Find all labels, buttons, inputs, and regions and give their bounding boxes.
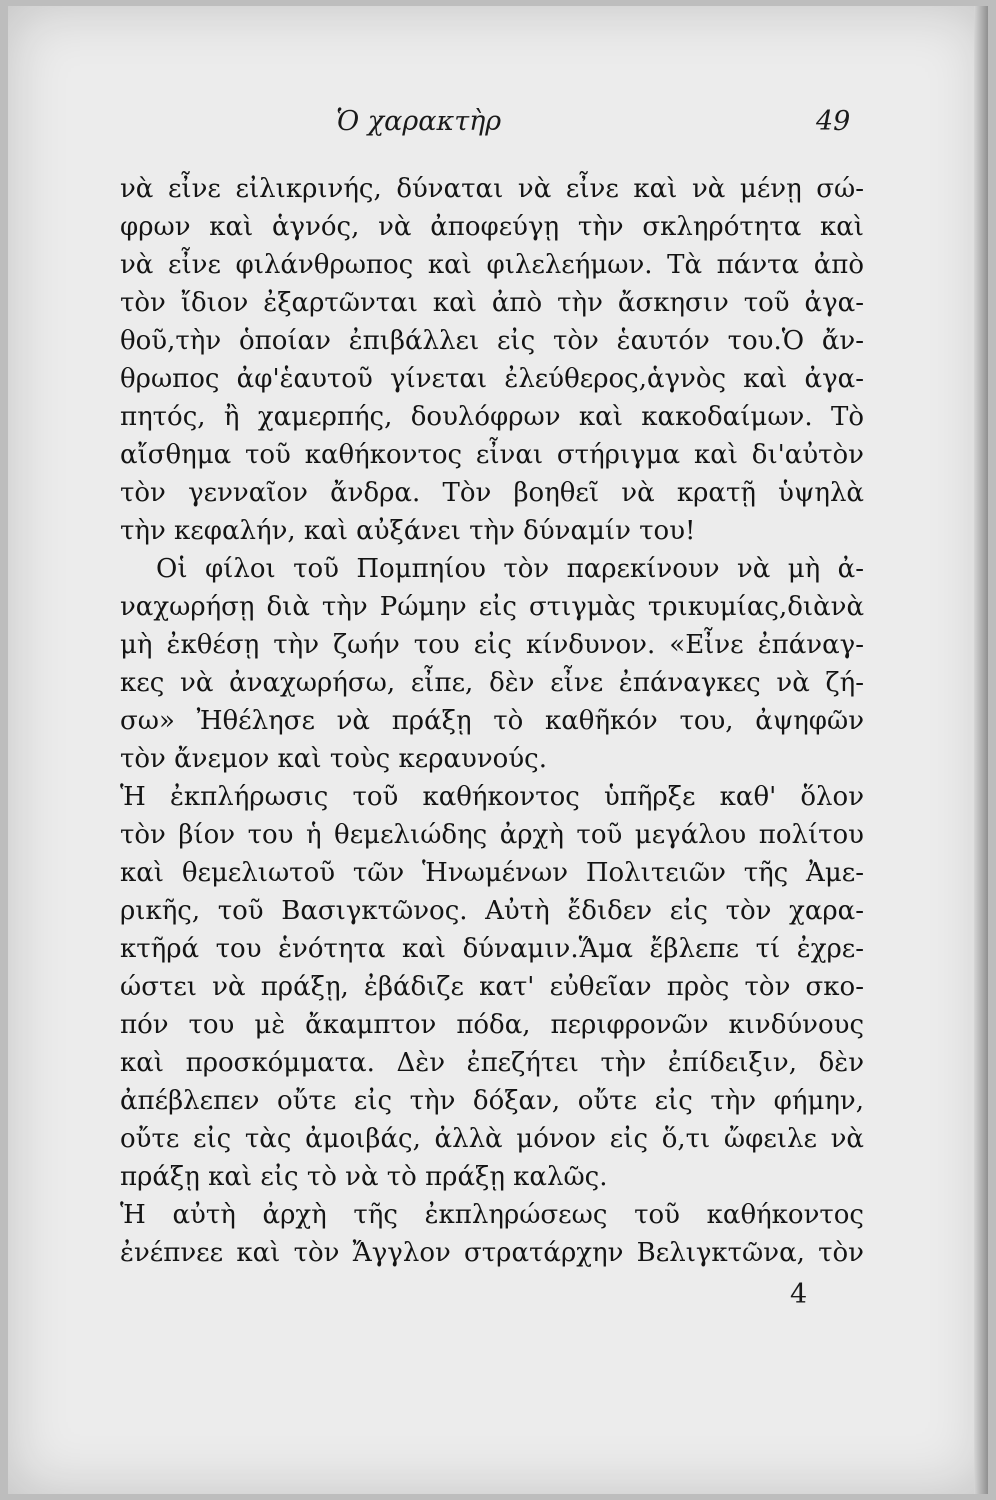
signature-mark: 4 [790,1279,808,1310]
text-line: τὸν ἄνεμον καὶ τοὺς κεραυνούς. [120,744,547,774]
text-line: οὔτε εἰς τὰς ἀμοιβάς, ἀλλὰ μόνον εἰς ὅ,τι ὤφειλε νὰ [120,1124,864,1154]
text-line: Ἡ αὐτὴ ἀρχὴ τῆς ἐκπληρώσεως τοῦ καθήκοντος [120,1200,864,1230]
text-line: Οἱ φίλοι τοῦ Πομπηίου τὸν παρεκίνουν νὰ μὴ ἀ- [156,554,864,584]
text-line: πράξῃ καὶ εἰς τὸ νὰ τὸ πράξῃ καλῶς. [120,1162,608,1192]
text-line: τὸν βίον του ἡ θεμελιώδης ἀρχὴ τοῦ μεγάλου πολίτου [120,820,864,850]
text-line: καὶ προσκόμματα. Δὲν ἐπεζήτει τὴν ἐπίδειξιν, δὲν [120,1048,864,1078]
text-line: πητός, ἢ χαμερπής, δουλόφρων καὶ κακοδαίμων. Τὸ [120,402,864,432]
text-line: νὰ εἶνε φιλάνθρωπος καὶ φιλελεήμων. Τὰ πάντα ἀπὸ [120,250,864,280]
text-line: ἀπέβλεπεν οὔτε εἰς τὴν δόξαν, οὔτε εἰς τὴν φήμην, [120,1086,864,1116]
page-number: 49 [816,106,851,137]
text-line: θοῦ,τὴν ὁποίαν ἐπιβάλλει εἰς τὸν ἑαυτόν του.Ὁ ἄν- [120,326,864,356]
text-line: τὸν ἴδιον ἐξαρτῶνται καὶ ἀπὸ τὴν ἄσκησιν τοῦ ἀγα- [120,288,864,318]
text-line: φρων καὶ ἁγνός, νὰ ἀποφεύγῃ τὴν σκληρότητα καὶ [120,212,864,242]
text-line: σω» Ἠθέλησε νὰ πράξῃ τὸ καθῆκόν του, ἀψηφῶν [120,706,864,736]
book-page [8,6,988,1494]
text-line: κες νὰ ἀναχωρήσω, εἶπε, δὲν εἶνε ἐπάναγκες νὰ ζή- [120,668,864,698]
text-line: Ἡ ἐκπλήρωσις τοῦ καθήκοντος ὑπῆρξε καθ' ὅλον [120,782,864,812]
text-line: θρωπος ἀφ'ἑαυτοῦ γίνεται ἐλεύθερος,ἁγνὸς καὶ ἀγα- [120,364,864,394]
text-line: πόν του μὲ ἄκαμπτον πόδα, περιφρονῶν κινδύνους [120,1010,864,1040]
running-title: Ὁ χαρακτὴρ [336,106,502,137]
text-line: καὶ θεμελιωτοῦ τῶν Ἡνωμένων Πολιτειῶν τῆς Ἀμε- [120,858,864,888]
page-edge-shadow [974,6,988,1494]
text-line: νὰ εἶνε εἰλικρινής, δύναται νὰ εἶνε καὶ νὰ μένῃ σώ- [120,174,864,204]
text-line: ναχωρήσῃ διὰ τὴν Ρώμην εἰς στιγμὰς τρικυμίας,διὰνὰ [120,592,864,622]
text-line: ρικῆς, τοῦ Βασιγκτῶνος. Αὐτὴ ἔδιδεν εἰς τὸν χαρα- [120,896,864,926]
text-line: τὸν γενναῖον ἄνδρα. Τὸν βοηθεῖ νὰ κρατῇ ὑψηλὰ [120,478,864,508]
text-line: ώστει νὰ πράξῃ, ἐβάδιζε κατ' εὐθεῖαν πρὸς τὸν σκο- [120,972,864,1002]
text-line: κτῆρά του ἑνότητα καὶ δύναμιν.Ἅμα ἔβλεπε τί ἐχρε- [120,934,864,964]
text-line: ἐνέπνεε καὶ τὸν Ἄγγλον στρατάρχην Βελιγκτῶνα, τὸν [120,1238,864,1268]
text-line: μὴ ἐκθέσῃ τὴν ζωήν του εἰς κίνδυνον. «Εἶνε ἐπάναγ- [120,630,864,660]
body-text [120,170,864,1272]
text-line: τὴν κεφαλήν, καὶ αὐξάνει τὴν δύναμίν του! [120,516,696,546]
text-line: αἴσθημα τοῦ καθήκοντος εἶναι στήριγμα καὶ δι'αὐτὸν [120,440,864,470]
